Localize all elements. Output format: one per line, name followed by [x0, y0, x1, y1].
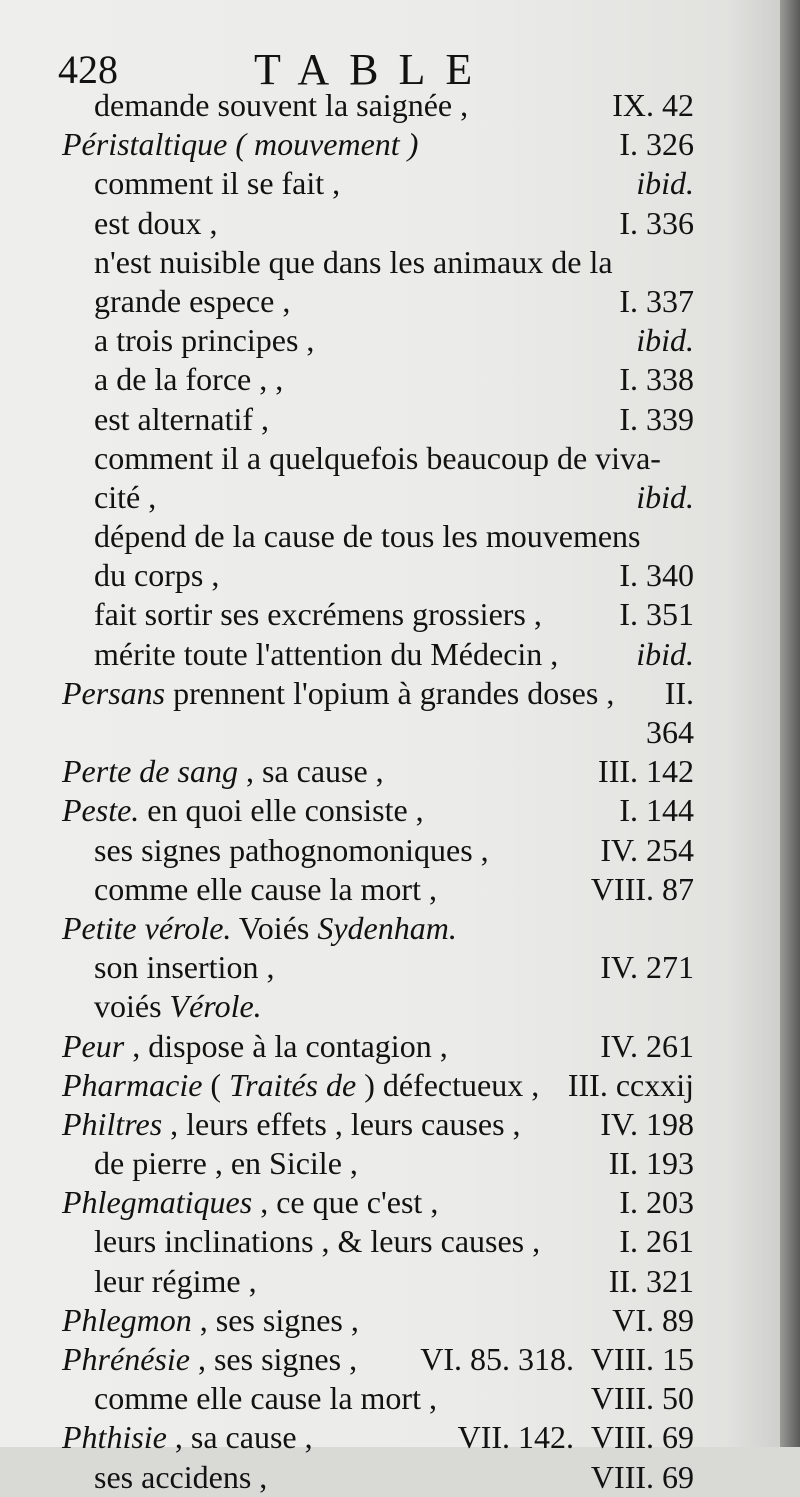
page-edge-shadow	[780, 0, 800, 1447]
entry-description: grande espece ,	[94, 282, 291, 319]
entry-text	[94, 1379, 437, 1418]
entry-page-reference: II. 193	[608, 1145, 694, 1182]
index-entries	[0, 86, 780, 1497]
entry-text	[62, 1066, 539, 1105]
entry-description: , ses signes ,	[189, 1341, 358, 1377]
entry-page-reference: I. 340	[619, 557, 694, 594]
index-entry	[0, 1418, 780, 1457]
entry-description: demande souvent la saignée ,	[94, 87, 469, 123]
entry-secondary-reference: VI. 85. 318.	[420, 1341, 574, 1377]
entry-page-reference: I. 261	[619, 1223, 694, 1260]
index-subentry	[0, 1144, 780, 1183]
entry-description: comme elle cause la mort ,	[94, 1380, 437, 1417]
index-subentry	[0, 164, 780, 203]
entry-page-reference: IV. 271	[600, 949, 694, 986]
entry-text	[94, 86, 468, 125]
index-entry	[0, 125, 780, 164]
page-title: TABLE	[254, 45, 493, 94]
index-subentry	[0, 321, 780, 360]
index-subentry	[0, 400, 780, 439]
entry-page-reference: VIII. 50	[590, 1380, 694, 1417]
entry-page-reference: I. 338	[619, 361, 694, 398]
entry-description: , ce que c'est ,	[252, 1184, 439, 1221]
entry-text	[62, 1027, 448, 1066]
entry-text	[62, 1418, 313, 1457]
entry-text	[94, 1262, 257, 1301]
entry-description: leurs inclinations , & leurs causes ,	[94, 1223, 541, 1260]
entry-text	[94, 360, 283, 399]
entry-description: comment il a quelquefois beaucoup de viva-	[94, 439, 661, 476]
entry-page-reference: I. 326	[619, 126, 694, 163]
entry-text	[94, 321, 314, 360]
index-entry	[0, 1183, 780, 1222]
entry-term: Phrénésie	[62, 1341, 190, 1377]
entry-description: du corps ,	[94, 557, 220, 594]
index-entry	[0, 1066, 780, 1105]
index-entry	[0, 1301, 780, 1340]
entry-description: , ses signes ,	[191, 1301, 359, 1338]
index-subentry	[0, 517, 780, 556]
index-subentry	[0, 204, 780, 243]
entry-description: est doux ,	[94, 204, 218, 241]
index-subentry	[0, 635, 780, 674]
entry-description: voiés	[94, 988, 170, 1025]
entry-page-reference: IV. 254	[600, 831, 694, 868]
entry-page-reference: II. 321	[608, 1262, 694, 1299]
index-subentry	[0, 439, 780, 478]
entry-description: dépend de la cause de tous les mouvemens	[94, 518, 641, 555]
entry-page-reference: I. 203	[619, 1184, 694, 1221]
entry-description: Voiés	[231, 909, 318, 946]
entry-description: , sa cause ,	[237, 753, 384, 790]
entry-page-reference: II.	[664, 674, 694, 711]
entry-description: de pierre , en Sicile ,	[94, 1145, 358, 1182]
entry-term: Phlegmon	[62, 1301, 192, 1338]
entry-page-reference: III. 142	[598, 753, 694, 790]
entry-text	[62, 1301, 359, 1340]
index-subentry	[0, 1262, 780, 1301]
entry-page-reference: IX. 42	[612, 87, 694, 123]
index-subentry	[0, 870, 780, 909]
entry-text	[94, 987, 262, 1026]
entry-term: Phlegmatiques	[62, 1184, 253, 1221]
index-subentry	[0, 713, 780, 752]
entry-description: n'est nuisible que dans les animaux de la	[94, 243, 613, 280]
entry-text	[94, 595, 542, 634]
index-subentry	[0, 360, 780, 399]
entry-page-reference: ibid.	[636, 165, 694, 202]
page-number: 428	[58, 47, 118, 92]
entry-text	[94, 243, 613, 282]
entry-text	[62, 674, 614, 713]
entry-description: , leurs effets , leurs causes ,	[162, 1105, 521, 1142]
index-subentry	[0, 478, 780, 517]
entry-term: Persans	[62, 674, 166, 711]
entry-description: leur régime ,	[94, 1262, 257, 1299]
entry-description: comment il se fait ,	[94, 165, 341, 202]
entry-term: Pharmacie	[62, 1066, 203, 1103]
entry-text	[94, 517, 641, 556]
entry-text	[94, 164, 340, 203]
index-subentry	[0, 1458, 780, 1497]
entry-text	[94, 831, 489, 870]
entry-italic-reference: Traités de	[229, 1066, 357, 1103]
entry-description: fait sortir ses excrémens grossiers ,	[94, 596, 542, 633]
entry-description-tail: ) défectueux ,	[356, 1066, 540, 1103]
index-subentry	[0, 1222, 780, 1261]
entry-description: , dispose à la contagion ,	[124, 1027, 448, 1064]
entry-text	[94, 478, 156, 517]
entry-page-reference: I. 336	[619, 204, 694, 241]
entry-text	[94, 1458, 267, 1497]
entry-description: prennent l'opium à grandes doses ,	[165, 674, 615, 711]
index-entry	[0, 674, 780, 713]
entry-text	[62, 909, 457, 948]
index-subentry	[0, 1379, 780, 1418]
entry-text	[94, 870, 437, 909]
entry-term: Perte de sang	[62, 753, 238, 790]
entry-text	[94, 400, 269, 439]
entry-description: mérite toute l'attention du Médecin ,	[94, 635, 559, 672]
index-entry	[0, 752, 780, 791]
entry-page-reference: ibid.	[636, 478, 694, 515]
entry-page-reference: I. 339	[619, 400, 694, 437]
entry-page-reference: VIII. 87	[590, 870, 694, 907]
index-subentry	[0, 556, 780, 595]
index-entry	[0, 791, 780, 830]
entry-text	[62, 752, 384, 791]
index-subentry	[0, 987, 780, 1026]
entry-page-reference: IV. 261	[600, 1027, 694, 1064]
entry-description: a de la force , ,	[94, 361, 284, 398]
entry-description: cité ,	[94, 478, 157, 515]
entry-secondary-reference: VII. 142.	[457, 1419, 574, 1456]
entry-term: Peste.	[62, 792, 140, 829]
entry-term: Philtres	[62, 1105, 163, 1142]
entry-page-reference: I. 144	[619, 792, 694, 829]
entry-page-reference: I. 337	[619, 282, 694, 319]
index-entry	[0, 1027, 780, 1066]
entry-page-reference: VIII. 69	[590, 1419, 694, 1456]
entry-text	[62, 1105, 521, 1144]
entry-page-reference: VIII. 69	[590, 1458, 694, 1495]
index-entry	[0, 1340, 780, 1379]
entry-description: (	[202, 1066, 230, 1103]
index-subentry	[0, 595, 780, 634]
index-entry	[0, 909, 780, 948]
entry-page-reference: 364	[646, 714, 694, 750]
entry-description: a trois principes ,	[94, 322, 315, 359]
entry-text	[62, 791, 424, 830]
entry-page-reference: ibid.	[636, 322, 694, 359]
index-subentry	[0, 243, 780, 282]
entry-text	[94, 556, 219, 595]
entry-text	[62, 1183, 438, 1222]
entry-term: Phthisie	[62, 1419, 167, 1456]
index-subentry	[0, 948, 780, 987]
entry-text	[62, 1340, 357, 1379]
entry-text	[94, 439, 661, 478]
entry-description: , sa cause ,	[166, 1419, 313, 1456]
index-entry	[0, 1105, 780, 1144]
index-subentry	[0, 282, 780, 321]
entry-page-reference: VI. 89	[612, 1301, 694, 1338]
entry-text	[94, 635, 558, 674]
entry-term: Peur	[62, 1027, 125, 1064]
entry-text	[94, 282, 290, 321]
index-subentry	[0, 86, 780, 125]
entry-text	[94, 948, 274, 987]
entry-text	[62, 125, 418, 164]
entry-description: comme elle cause la mort ,	[94, 870, 437, 907]
entry-description: son insertion ,	[94, 949, 275, 986]
entry-text	[94, 204, 218, 243]
entry-page-reference: VIII. 15	[590, 1341, 694, 1377]
entry-description: en quoi elle consiste ,	[139, 792, 424, 829]
entry-term: Petite vérole.	[62, 909, 232, 946]
entry-text	[94, 1144, 358, 1183]
index-subentry	[0, 831, 780, 870]
entry-description: est alternatif ,	[94, 400, 270, 437]
entry-page-reference: IV. 198	[600, 1105, 694, 1142]
entry-page-reference: I. 351	[619, 596, 694, 633]
entry-description: ses signes pathognomoniques ,	[94, 831, 489, 868]
entry-italic-reference: Vérole.	[169, 988, 262, 1025]
entry-italic-reference: Sydenham.	[317, 909, 457, 946]
entry-description: ses accidens ,	[94, 1458, 268, 1495]
entry-text	[94, 1222, 540, 1261]
entry-term: Péristaltique ( mouvement )	[62, 126, 419, 163]
entry-page-reference: III. ccxxij	[567, 1066, 694, 1103]
entry-page-reference: ibid.	[636, 635, 694, 672]
